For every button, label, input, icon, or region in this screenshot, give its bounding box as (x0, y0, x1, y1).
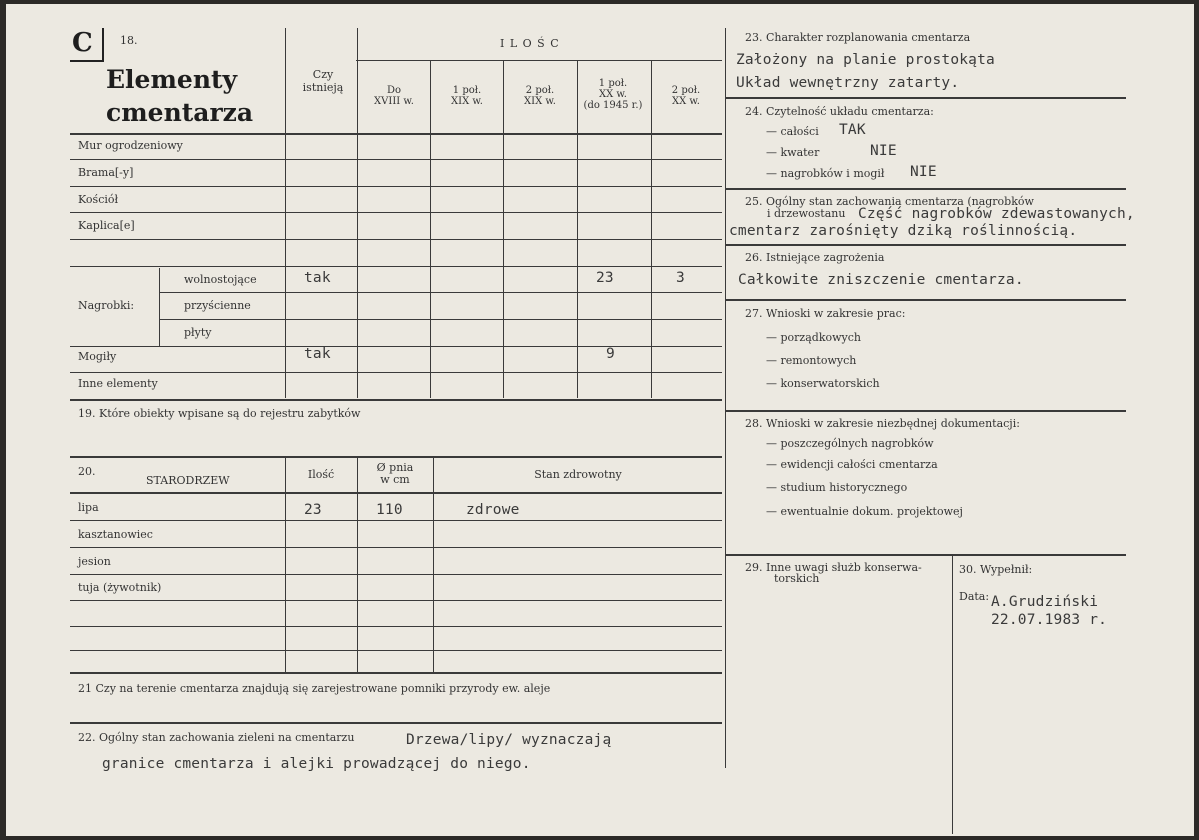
row-label-nagrobki: Nagrobki: (78, 299, 135, 312)
tree-row-2-name: kasztanowiec (78, 528, 153, 541)
s20-title: STARODRZEW (146, 474, 230, 487)
grid-v (285, 28, 286, 398)
col-period-2 (431, 85, 503, 107)
grid-h (70, 372, 722, 373)
period-2-l2: XIX w. (451, 96, 483, 107)
period-5-l1: 2 poł. (671, 85, 701, 96)
s29-s30-divider (952, 554, 953, 834)
wolnostojace-period-4: 23 (596, 270, 614, 286)
row-label-kosciol: Kościół (78, 193, 119, 206)
row-label-plyty: płyty (184, 326, 212, 339)
grid-v (159, 268, 160, 347)
grid-v (430, 61, 431, 398)
s25-label-1: 25. Ogólny stan zachowania cmentarza (nagrobków (745, 195, 1034, 208)
form-sheet (6, 4, 1194, 836)
s29-label-1: 29. Inne uwagi służb konserwa- (745, 561, 922, 574)
grid-h (70, 650, 722, 651)
s26-bottom-rule (726, 299, 1126, 301)
s19-label: 19. Które obiekty wpisane są do rejestru zabytków (78, 407, 361, 420)
mogily-period-4: 9 (606, 346, 615, 362)
period-5-l2: XX w. (672, 96, 700, 107)
grid-h (70, 574, 722, 575)
s22-value-2: granice cmentarza i alejki prowadzącej do niego. (102, 756, 531, 772)
s23-value-2: Układ wewnętrzny zatarty. (736, 75, 960, 91)
grid-h (70, 626, 722, 627)
s20-col-ilosc: Ilość (307, 468, 335, 481)
header-bottom-rule (70, 133, 722, 135)
period-4-l2: XX w. (599, 89, 627, 100)
row-label-wolnostojace: wolnostojące (184, 273, 257, 286)
s25-value-1: Część nagrobków zdewastowanych, (858, 206, 1135, 222)
tree-row-1-pnia: 110 (376, 502, 403, 518)
row-label-inne: Inne elementy (78, 377, 158, 390)
section-number: 18. (120, 34, 138, 47)
period-4-l3: (do 1945 r.) (583, 100, 643, 111)
col-period-1 (358, 85, 430, 107)
grid-v (503, 61, 504, 398)
s24-kwater: — kwater (766, 146, 820, 159)
s23-bottom-rule (726, 97, 1126, 99)
grid-v (357, 28, 358, 398)
s28-label: 28. Wnioski w zakresie niezbędnej dokumentacji: (745, 417, 1020, 430)
title-line2: cmentarza (106, 98, 254, 127)
s24-nagrobkow-value: NIE (910, 164, 937, 180)
s26-label: 26. Istniejące zagrożenia (745, 251, 885, 264)
s22-value-1: Drzewa/lipy/ wyznaczają (406, 732, 612, 748)
grid-h (70, 547, 722, 548)
grid-h (70, 346, 722, 347)
s20-col-stan: Stan zdrowotny (534, 468, 622, 481)
s27-item-2: — remontowych (766, 354, 857, 367)
wolnostojace-period-5: 3 (676, 270, 685, 286)
col-period-4 (576, 78, 650, 111)
row-label-mogily: Mogiły (78, 350, 117, 363)
col-exists-l1: Czy (312, 68, 334, 81)
grid-h (70, 399, 722, 401)
ilosc-header: I L O Ś C (500, 37, 560, 50)
s28-item-4: — ewentualnie dokum. projektowej (766, 505, 963, 518)
tree-row-1-stan: zdrowe (466, 502, 520, 518)
tree-row-1-ilosc: 23 (304, 502, 322, 518)
col-exists-l2: istnieją (302, 81, 344, 94)
s25-bottom-rule (726, 244, 1126, 246)
s28-item-1: — poszczególnych nagrobków (766, 437, 934, 450)
s24-kwater-value: NIE (870, 143, 897, 159)
ilosc-rule (356, 60, 722, 61)
tree-row-4-name: tuja (żywotnik) (78, 581, 162, 594)
s23-label: 23. Charakter rozplanowania cmentarza (745, 31, 971, 44)
s30-data-label: Data: (959, 590, 990, 603)
grid-v (577, 61, 578, 398)
tree-row-3-name: jesion (78, 555, 111, 568)
col-period-3 (504, 85, 576, 107)
period-1-l1: Do (386, 85, 402, 96)
wolnostojace-exists: tak (304, 270, 331, 286)
s24-calosci-value: TAK (839, 122, 866, 138)
s27-item-1: — porządkowych (766, 331, 861, 344)
s27-label: 27. Wnioski w zakresie prac: (745, 307, 906, 320)
column-divider (725, 28, 726, 768)
grid-h (70, 212, 722, 213)
s30-name: A.Grudziński (991, 594, 1099, 610)
col-period-5 (651, 85, 721, 107)
grid-h (70, 239, 722, 240)
s28-item-3: — studium historycznego (766, 481, 908, 494)
s20-col-pnia-l1: Ø pnia (376, 461, 414, 474)
s23-value-1: Założony na planie prostokąta (736, 52, 995, 68)
col-exists-header (288, 68, 358, 94)
row-label-mur: Mur ogrodzeniowy (78, 139, 183, 152)
s20-col-pnia (358, 462, 432, 486)
s20-col-pnia-l2: w cm (380, 473, 410, 486)
title-line1: Elementy (106, 65, 238, 94)
grid-v (433, 456, 434, 672)
s26-value: Całkowite zniszczenie cmentarza. (738, 272, 1024, 288)
tree-row-1-name: lipa (78, 501, 99, 514)
period-3-l2: XIX w. (524, 96, 556, 107)
grid-h (159, 319, 722, 320)
s30-date: 22.07.1983 r. (991, 612, 1108, 628)
s27-item-3: — konserwatorskich (766, 377, 880, 390)
grid-h (159, 292, 722, 293)
s25-value-2: cmentarz zarośnięty dziką roślinnością. (729, 223, 1078, 239)
period-4-l1: 1 poł. (598, 78, 628, 89)
s30-label: 30. Wypełnił: (959, 563, 1033, 576)
s21-label: 21 Czy na terenie cmentarza znajdują się zarejestrowane pomniki przyrody ew. aleje (78, 682, 551, 695)
row-label-przyscienne: przyścienne (184, 299, 251, 312)
s27-bottom-rule (726, 410, 1126, 412)
grid-h (70, 520, 722, 521)
s24-label: 24. Czytelność układu cmentarza: (745, 105, 934, 118)
section-letter: C (72, 28, 93, 58)
s29-label-2: torskich (774, 572, 820, 585)
period-1-l2: XVIII w. (374, 96, 414, 107)
s20-number: 20. (78, 465, 96, 478)
s25-label-2: i drzewostanu (767, 207, 846, 220)
s21-bottom-rule (70, 722, 722, 724)
s24-bottom-rule (726, 188, 1126, 190)
grid-h (70, 186, 722, 187)
period-2-l1: 1 poł. (452, 85, 482, 96)
s19-bottom-rule (70, 456, 722, 458)
s20-bottom-rule (70, 672, 722, 674)
row-label-kaplica: Kaplica[e] (78, 219, 135, 232)
grid-v (357, 456, 358, 672)
period-3-l1: 2 poł. (525, 85, 555, 96)
grid-v (285, 456, 286, 672)
grid-h (70, 159, 722, 160)
grid-v (651, 61, 652, 398)
s22-label: 22. Ogólny stan zachowania zieleni na cmentarzu (78, 731, 355, 744)
s28-item-2: — ewidencji całości cmentarza (766, 458, 938, 471)
row-label-brama: Brama[-y] (78, 166, 134, 179)
s28-bottom-rule (726, 554, 1126, 556)
mogily-exists: tak (304, 346, 331, 362)
s24-nagrobkow: — nagrobków i mogił (766, 167, 885, 180)
grid-h (70, 266, 722, 267)
s24-calosci: — całości (766, 125, 819, 138)
grid-h (70, 600, 722, 601)
s20-header-rule (70, 492, 722, 494)
